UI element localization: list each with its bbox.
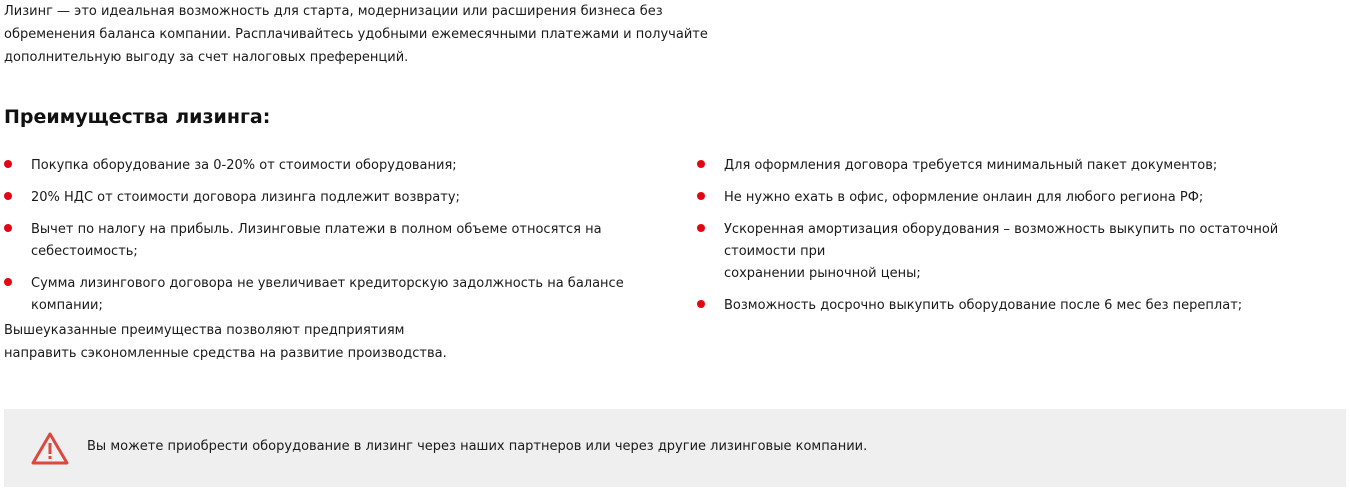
closing-paragraph	[4, 319, 447, 365]
list-item-text: Не нужно ехать в офис, оформление онлаин для любого региона РФ;	[724, 190, 1204, 205]
list-item	[4, 155, 684, 177]
intro-line: дополнительную выгоду за счет налоговых преференций.	[4, 50, 409, 65]
bullet-dot-icon	[697, 192, 705, 200]
advantages-heading: Преимущества лизинга:	[4, 106, 271, 128]
list-item-text: Вычет по налогу на прибыль. Лизинговые платежи в полном объеме относятся на	[31, 222, 602, 237]
advantages-list-left	[4, 155, 684, 327]
bullet-dot-icon	[4, 160, 12, 168]
list-item-text: 20% НДС от стоимости договора лизинга подлежит возврату;	[31, 190, 460, 205]
bullet-dot-icon	[697, 160, 705, 168]
bullet-dot-icon	[697, 300, 705, 308]
list-item-text: Сумма лизингового договора не увеличивает кредиторскую задолжность на балансе компании;	[31, 276, 624, 313]
list-item-text-continued: себестоимость;	[31, 244, 138, 259]
closing-line: Вышеуказанные преимущества позволяют предприятиям	[4, 323, 405, 338]
list-item	[697, 187, 1347, 209]
intro-line: обременения баланса компании. Расплачивайтесь удобными ежемесячными платежами и получайте	[4, 27, 708, 42]
bullet-dot-icon	[697, 224, 705, 232]
list-item	[4, 273, 684, 317]
list-item-text: Ускоренная амортизация оборудования – возможность выкупить по остаточной стоимости при	[724, 222, 1279, 259]
warning-triangle-icon	[30, 431, 70, 466]
list-item-text-continued: сохранении рыночной цены;	[724, 266, 921, 281]
list-item	[697, 155, 1347, 177]
bullet-dot-icon	[4, 278, 12, 286]
list-item	[4, 219, 684, 263]
list-item	[697, 219, 1347, 285]
list-item-text: Покупка оборудование за 0-20% от стоимости оборудования;	[31, 158, 457, 173]
list-item-text: Для оформления договора требуется минимальный пакет документов;	[724, 158, 1218, 173]
notice-banner	[4, 409, 1346, 487]
list-item	[4, 187, 684, 209]
bullet-dot-icon	[4, 192, 12, 200]
bullet-dot-icon	[4, 224, 12, 232]
notice-text: Вы можете приобрести оборудование в лизинг через наших партнеров или через другие лизинговые компании.	[87, 439, 868, 454]
intro-line: Лизинг — это идеальная возможность для старта, модернизации или расширения бизнеса без	[4, 4, 663, 19]
list-item-text: Возможность досрочно выкупить оборудование после 6 мес без переплат;	[724, 298, 1243, 313]
advantages-list-right	[697, 155, 1347, 327]
list-item	[697, 295, 1347, 317]
closing-line: направить сэкономленные средства на развитие производства.	[4, 346, 447, 361]
intro-paragraph	[4, 0, 708, 69]
